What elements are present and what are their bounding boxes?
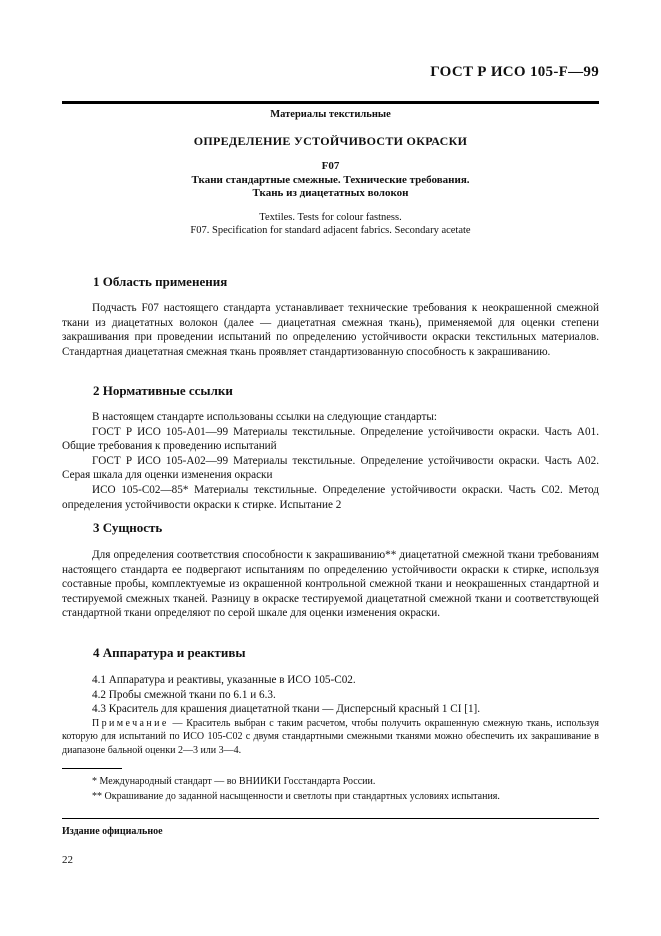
part-title-line-2: Ткань из диацетатных волокон	[252, 187, 409, 199]
english-title-line-1: Textiles. Tests for colour fastness.	[259, 212, 402, 223]
footnote-1: * Международный стандарт — во ВНИИКИ Госстандарта России.	[92, 776, 376, 787]
reference-2: ГОСТ Р ИСО 105-А02—99 Материалы текстильные. Определение устойчивости окраски. Часть А02. Серая шкала для оценки изменения окраски	[62, 454, 599, 482]
english-title-line-2: F07. Specification for standard adjacent fabrics. Secondary acetate	[190, 225, 471, 236]
reference-3: ИСО 105-С02—85* Материалы текстильные. Определение устойчивости окраски. Часть С02. Метод определения устойчивости окраски к стирке. Испытание 2	[62, 483, 599, 511]
section-3-heading: 3 Сущность	[93, 520, 163, 535]
section-1-body	[62, 301, 599, 359]
note-label: Примечание	[92, 718, 169, 729]
note-paragraph	[62, 717, 599, 757]
section-2-heading: 2 Нормативные ссылки	[93, 383, 233, 398]
header-rule	[62, 101, 599, 104]
main-title: ОПРЕДЕЛЕНИЕ УСТОЙЧИВОСТИ ОКРАСКИ	[193, 134, 468, 148]
item-4-1: 4.1 Аппаратура и реактивы, указанные в ИСО 105-С02.	[92, 674, 356, 686]
section-2-intro: В настоящем стандарте использованы ссылки на следующие стандарты:	[92, 411, 437, 423]
section-1-text: Подчасть F07 настоящего стандарта устанавливает технические требования к неокрашенной смежной ткани из диацетатных волокон (далее — диацетатная смежная ткань), применяемой для оценки степени закрашивания при проведении испытаний по определению устойчивости окраски текстильных материалов. Стандартная диацетатная смежная ткань проявляет стандартизованную способность к закрашиванию.	[62, 302, 599, 358]
section-4-heading: 4 Аппаратура и реактивы	[93, 645, 246, 660]
note-text: — Краситель выбран с таким расчетом, чтобы получить окрашенную смежную ткань, используя которую для испытаний по ИСО 105-С02 с двумя стандартными смежными тканями можно обеспечить их закрашивание в диапазоне бальной оценки 2—3 или 3—4.	[62, 718, 599, 756]
page-number: 22	[62, 854, 73, 866]
part-title-line-1: Ткани стандартные смежные. Технические требования.	[191, 174, 470, 186]
subject-title: Материалы текстильные	[270, 109, 391, 120]
section-4-body	[62, 673, 599, 717]
footer-rule	[62, 818, 599, 819]
item-4-2: 4.2 Пробы смежной ткани по 6.1 и 6.3.	[92, 688, 276, 701]
section-2-body	[62, 410, 599, 512]
note	[62, 717, 599, 757]
footnotes	[62, 774, 599, 804]
section-3-body	[62, 548, 599, 621]
part-code: F07	[321, 160, 340, 172]
english-title	[62, 211, 599, 237]
reference-1: ГОСТ Р ИСО 105-А01—99 Материалы текстильные. Определение устойчивости окраски. Часть А01. Общие требования к проведению испытаний	[62, 425, 599, 453]
section-1-heading: 1 Область применения	[93, 274, 228, 289]
document-code: ГОСТ Р ИСО 105-F—99	[430, 64, 599, 80]
item-4-3: 4.3 Краситель для крашения диацетатной ткани — Дисперсный красный 1 CI [1].	[92, 703, 481, 716]
edition-label: Издание официальное	[62, 826, 163, 837]
footnote-rule	[62, 768, 122, 769]
section-3-text: Для определения соответствия способности к закрашиванию** диацетатной смежной ткани требованиям настоящего стандарта ее подвергают испытаниям по определению устойчивости окраски к стирке, используя составные пробы, комплектуемые из окрашенной контрольной смежной ткани и неокрашенных стандартной и тестируемой смежных тканей. Разницу в окраске тестируемой диацетатной смежной ткани и соответствующей стандартной ткани определяют по серой шкале для оценки изменения окраски.	[62, 549, 599, 620]
part-title	[62, 174, 599, 200]
footnote-2: ** Окрашивание до заданной насыщенности и светлоты при стандартных условиях испытания.	[92, 791, 500, 802]
